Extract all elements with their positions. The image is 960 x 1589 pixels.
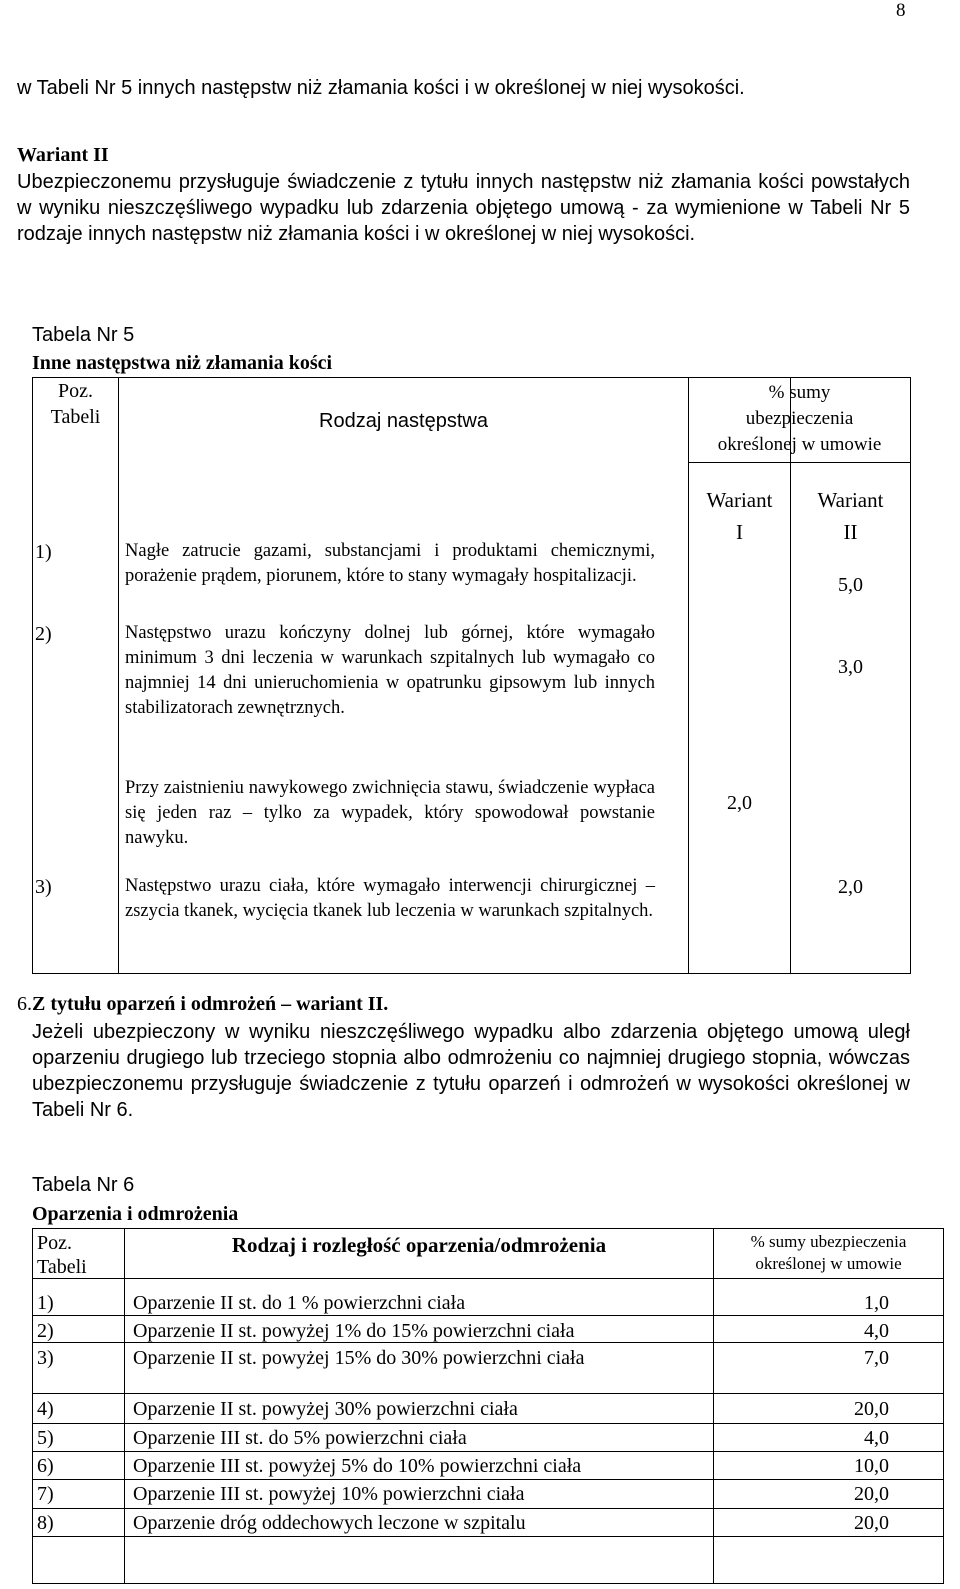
table5-header-poz	[33, 378, 118, 430]
t6-header-sum-line1: % sumy ubezpieczenia	[750, 1232, 907, 1251]
w1-wariant-label: Wariant	[706, 488, 773, 512]
table5-row3-text: Następstwo urazu ciała, które wymagało interwencji chirurgicznej – zszycia tkanek, wycięcia tkanek lub leczenia w warunkach szpitalnych.	[125, 876, 655, 921]
w2-label: II	[843, 520, 858, 544]
row-text: Oparzenie II st. powyżej 30% powierzchni ciała	[133, 1398, 518, 1420]
table5-header-sum	[689, 380, 910, 458]
row-text: Oparzenie II st. powyżej 15% do 30% powierzchni ciała	[133, 1347, 585, 1369]
w2-wariant-label: Wariant	[817, 488, 884, 512]
row-value: 1,0	[864, 1292, 889, 1314]
table6-label: Tabela Nr 6	[32, 1174, 135, 1196]
row-num: 8)	[37, 1512, 54, 1534]
row-value: 20,0	[854, 1512, 889, 1534]
table5-row1-w2: 5,0	[838, 574, 863, 596]
row-text: Oparzenie II st. powyżej 1% do 15% powierzchni ciała	[133, 1320, 575, 1342]
row-value: 4,0	[864, 1427, 889, 1449]
table5-row1-text: Nagłe zatrucie gazami, substancjami i produktami chemicznymi, porażenie prądem, piorunem, które to stany wymagały hospitalizacji.	[125, 541, 655, 586]
table5-row3-num: 3)	[35, 876, 52, 898]
intro-paragraph: w Tabeli Nr 5 innych następstw niż złamania kości i w określonej w niej wysokości.	[17, 77, 745, 99]
row-num: 6)	[37, 1455, 54, 1477]
row-num: 1)	[37, 1292, 54, 1314]
table6-header-poz	[37, 1231, 87, 1279]
row-text: Oparzenie III st. do 5% powierzchni ciała	[133, 1427, 467, 1449]
row-num: 4)	[37, 1398, 54, 1420]
section6-paragraph: Jeżeli ubezpieczony w wyniku nieszczęśliwego wypadku albo zdarzenia objętego umową uległ oparzeniu drugiego lub trzeciego stopnia albo odmrożeniu co najmniej drugiego stopnia, wówczas ubezpieczonemu przysługuje świadczenie z tytułu oparzeń i odmrożeń w wysokości określonej w Tabeli Nr 6.	[32, 1021, 910, 1121]
header-sum-line1: % sumy	[768, 382, 831, 403]
row-value: 7,0	[864, 1347, 889, 1369]
w1-label: I	[736, 520, 743, 544]
table6-header-sum	[714, 1231, 943, 1275]
header-sum-line3: określonej w umowie	[717, 434, 882, 455]
row-text: Oparzenie II st. do 1 % powierzchni ciała	[133, 1292, 466, 1314]
table5-row2-num: 2)	[35, 623, 52, 645]
wariant-ii-paragraph: Ubezpieczonemu przysługuje świadczenie z tytułu innych następstw niż złamania kości powstałych w wyniku nieszczęśliwego wypadku lub zdarzenia objętego umową - za wymienione w Tabeli Nr 5 rodzaje innych następstw niż złamania kości i w określonej w niej wysokości.	[17, 171, 910, 245]
header-sum-line2: ubezpieczenia	[745, 408, 854, 429]
row-num: 7)	[37, 1483, 54, 1505]
table5-row3-w2: 2,0	[838, 876, 863, 898]
wariant-ii-heading: Wariant II	[17, 144, 109, 166]
t6-header-poz-line: Poz.	[37, 1232, 72, 1254]
table5-w1-shared-value: 2,0	[727, 792, 752, 814]
row-value: 10,0	[854, 1455, 889, 1477]
row-text: Oparzenie III st. powyżej 10% powierzchni ciała	[133, 1483, 525, 1505]
table5-row2-text: Następstwo urazu kończyny dolnej lub górnej, które wymagało minimum 3 dni leczenia w warunkach szpitalnych lub wymagało co najmniej 14 dni unieruchomienia w opatrunku gipsowym lub innych stabilizatorach zewnętrznych.	[125, 623, 655, 718]
page-number: 8	[896, 0, 906, 21]
header-tabeli-line: Tabeli	[50, 406, 101, 428]
row-value: 4,0	[864, 1320, 889, 1342]
table6	[32, 1228, 944, 1584]
row-text: Oparzenie dróg oddechowych leczone w szpitalu	[133, 1512, 526, 1534]
table5-note: Przy zaistnieniu nawykowego zwichnięcia stawu, świadczenie wypłaca się jeden raz – tylko za wypadek, który spowodował powstanie nawyku.	[125, 778, 655, 848]
table6-header-rodzaj: Rodzaj i rozległość oparzenia/odmrożenia	[231, 1233, 607, 1257]
section6-num: 6.	[17, 993, 32, 1015]
t6-header-sum-line2: określonej w umowie	[755, 1254, 902, 1273]
row-num: 3)	[37, 1347, 54, 1369]
row-value: 20,0	[854, 1483, 889, 1505]
t6-header-tabeli-line: Tabeli	[37, 1256, 87, 1278]
row-num: 5)	[37, 1427, 54, 1449]
table5-label: Tabela Nr 5	[32, 324, 135, 346]
table5	[32, 377, 911, 974]
section6-title: Z tytułu oparzeń i odmrożeń – wariant II.	[32, 993, 389, 1015]
row-value: 20,0	[854, 1398, 889, 1420]
table5-header-w2	[791, 484, 910, 548]
table5-header-rodzaj: Rodzaj następstwa	[319, 410, 488, 432]
table5-row2-w2: 3,0	[838, 656, 863, 678]
table6-title: Oparzenia i odmrożenia	[32, 1203, 239, 1225]
header-poz-line: Poz.	[58, 380, 93, 402]
row-num: 2)	[37, 1320, 54, 1342]
table5-title: Inne następstwa niż złamania kości	[32, 352, 333, 374]
table5-header-w1	[689, 484, 790, 548]
row-text: Oparzenie III st. powyżej 5% do 10% powierzchni ciała	[133, 1455, 582, 1477]
table5-row1-num: 1)	[35, 541, 52, 563]
